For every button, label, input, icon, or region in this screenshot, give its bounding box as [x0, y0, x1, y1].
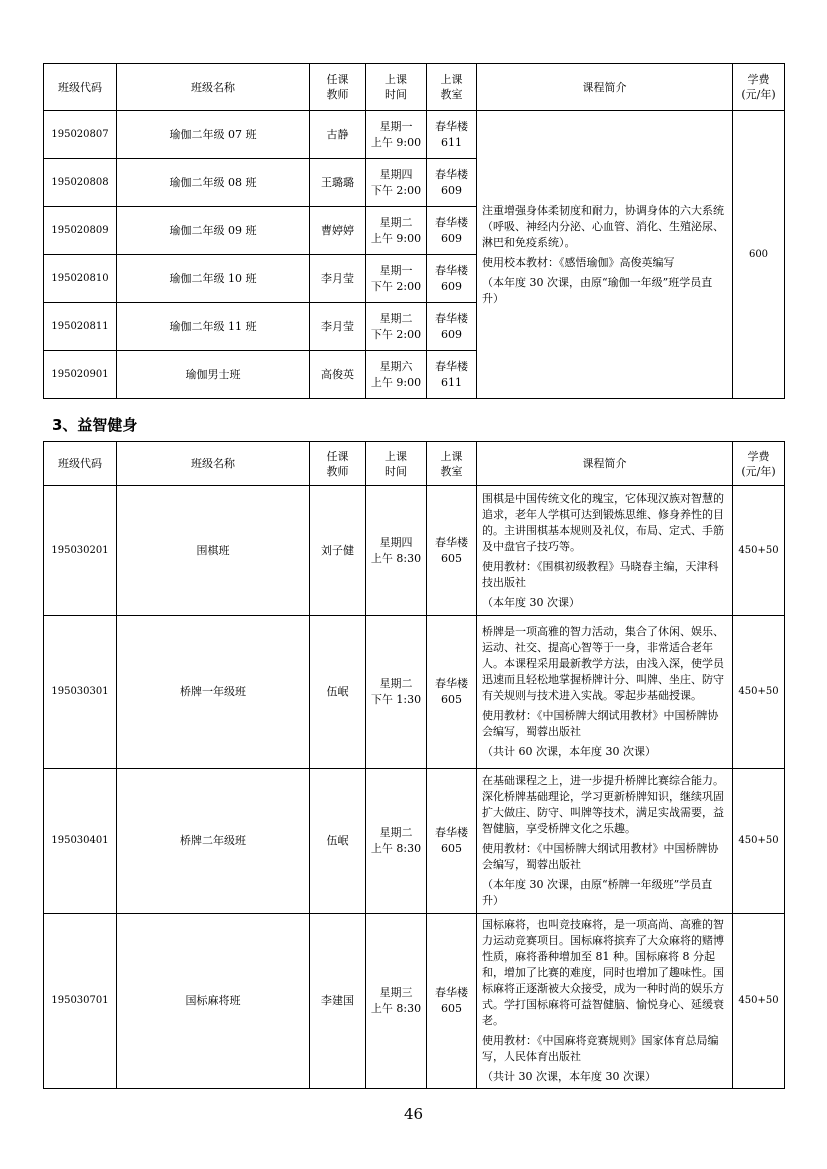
course-intro: 在基础课程之上，进一步提升桥牌比赛综合能力。深化桥牌基础理论，学习更新桥牌知识，继续巩固扩大做庄、防守、叫牌等技术，满足实战需要，益智健脑，享受桥牌文化之乐趣。 使用教材：《中国桥牌大纲试用教材》中国桥牌协会编写，蜀蓉出版社 （本年度 30 次课，由原“桥牌一年级班”学员直升） [477, 769, 733, 914]
class-code: 195020901 [44, 351, 117, 399]
header-code: 班级代码 [44, 442, 117, 486]
classroom: 春华楼 609 [427, 303, 477, 351]
header-intro: 课程简介 [477, 64, 733, 111]
table-header-row [44, 442, 785, 486]
classroom: 春华楼 605 [427, 486, 477, 616]
tuition-fee: 450+50 [733, 769, 785, 914]
brain-fitness-course-table [43, 441, 785, 1089]
header-room: 上课 教室 [427, 442, 477, 486]
classroom: 春华楼 605 [427, 769, 477, 914]
header-intro: 课程简介 [477, 442, 733, 486]
tuition-fee: 450+50 [733, 914, 785, 1089]
teacher: 李建国 [310, 914, 366, 1089]
class-time: 星期四 上午 8:30 [366, 486, 427, 616]
teacher: 古静 [310, 111, 366, 159]
course-intro: 国标麻将，也叫竞技麻将，是一项高尚、高雅的智力运动竞赛项目。国标麻将摈弃了大众麻将的赌博性质，麻将番种增加至 81 种。国标麻将 8 分起和，增加了比赛的难度，同时也增加了趣味性。国标麻将正逐渐被大众接受，成为一种时尚的娱乐方式。学打国标麻将可益智健脑、愉悦身心、延缓衰老。 使用教材：《中国麻将竞赛规则》国家体育总局编写，人民体育出版社 （共计 30 次课，本年度 30 次课） [477, 914, 733, 1089]
teacher: 伍岷 [310, 769, 366, 914]
header-room: 上课 教室 [427, 64, 477, 111]
classroom: 春华楼 609 [427, 207, 477, 255]
header-fee: 学费 (元/年) [733, 442, 785, 486]
class-code: 195020810 [44, 255, 117, 303]
class-code: 195030401 [44, 769, 117, 914]
class-code: 195030201 [44, 486, 117, 616]
class-time: 星期二 下午 1:30 [366, 616, 427, 769]
class-name: 瑜伽二年级 09 班 [117, 207, 310, 255]
class-time: 星期二 上午 8:30 [366, 769, 427, 914]
class-time: 星期六 上午 9:00 [366, 351, 427, 399]
class-name: 桥牌一年级班 [117, 616, 310, 769]
page-number: 46 [403, 1105, 424, 1123]
tuition-fee: 450+50 [733, 616, 785, 769]
classroom: 春华楼 609 [427, 255, 477, 303]
teacher: 高俊英 [310, 351, 366, 399]
class-name: 瑜伽二年级 07 班 [117, 111, 310, 159]
header-name: 班级名称 [117, 442, 310, 486]
header-fee: 学费 (元/年) [733, 64, 785, 111]
header-teacher: 任课 教师 [310, 442, 366, 486]
classroom: 春华楼 609 [427, 159, 477, 207]
class-code: 195030701 [44, 914, 117, 1089]
class-code: 195020807 [44, 111, 117, 159]
teacher: 李月莹 [310, 255, 366, 303]
class-name: 瑜伽男士班 [117, 351, 310, 399]
header-name: 班级名称 [117, 64, 310, 111]
class-name: 瑜伽二年级 11 班 [117, 303, 310, 351]
class-name: 瑜伽二年级 10 班 [117, 255, 310, 303]
class-name: 围棋班 [117, 486, 310, 616]
table-row [44, 486, 785, 616]
table-row [44, 616, 785, 769]
course-intro: 围棋是中国传统文化的瑰宝，它体现汉族对智慧的追求，老年人学棋可达到锻炼思维、修身养性的目的。主讲围棋基本规则及礼仪，布局、定式、手筋及中盘官子技巧等。 使用教材：《围棋初级教程》马晓春主编，天津科技出版社 （本年度 30 次课） [477, 486, 733, 616]
class-time: 星期一 下午 2:00 [366, 255, 427, 303]
section-title: 3、益智健身 [52, 416, 138, 434]
classroom: 春华楼 611 [427, 351, 477, 399]
class-time: 星期二 下午 2:00 [366, 303, 427, 351]
class-time: 星期四 下午 2:00 [366, 159, 427, 207]
table-row [44, 914, 785, 1089]
course-intro: 注重增强身体柔韧度和耐力，协调身体的六大系统（呼吸、神经内分泌、心血管、消化、生殖泌尿、淋巴和免疫系统）。 使用校本教材：《感悟瑜伽》高俊英编写 （本年度 30 次课，由原“瑜伽一年级”班学员直升） [477, 111, 733, 399]
class-name: 桥牌二年级班 [117, 769, 310, 914]
course-intro: 桥牌是一项高雅的智力活动，集合了休闲、娱乐、运动、社交、提高心智等于一身，非常适合老年人。本课程采用最新教学方法，由浅入深，使学员迅速而且轻松地掌握桥牌计分、叫牌、坐庄、防守有关规则与技术进入实战。零起步基础授课。 使用教材：《中国桥牌大纲试用教材》中国桥牌协会编写，蜀蓉出版社 （共计 60 次课，本年度 30 次课） [477, 616, 733, 769]
class-code: 195020808 [44, 159, 117, 207]
class-code: 195030301 [44, 616, 117, 769]
class-name: 瑜伽二年级 08 班 [117, 159, 310, 207]
class-time: 星期二 上午 9:00 [366, 207, 427, 255]
classroom: 春华楼 611 [427, 111, 477, 159]
classroom: 春华楼 605 [427, 914, 477, 1089]
header-time: 上课 时间 [366, 64, 427, 111]
classroom: 春华楼 605 [427, 616, 477, 769]
teacher: 伍岷 [310, 616, 366, 769]
teacher: 刘子健 [310, 486, 366, 616]
header-teacher: 任课 教师 [310, 64, 366, 111]
class-time: 星期一 上午 9:00 [366, 111, 427, 159]
header-time: 上课 时间 [366, 442, 427, 486]
yoga-course-table [43, 63, 785, 399]
teacher: 王璐璐 [310, 159, 366, 207]
teacher: 曹婷婷 [310, 207, 366, 255]
table-row [44, 111, 785, 159]
tuition-fee: 450+50 [733, 486, 785, 616]
table-row [44, 769, 785, 914]
header-code: 班级代码 [44, 64, 117, 111]
class-code: 195020811 [44, 303, 117, 351]
class-code: 195020809 [44, 207, 117, 255]
tuition-fee: 600 [733, 111, 785, 399]
table-header-row [44, 64, 785, 111]
class-time: 星期三 上午 8:30 [366, 914, 427, 1089]
class-name: 国标麻将班 [117, 914, 310, 1089]
teacher: 李月莹 [310, 303, 366, 351]
